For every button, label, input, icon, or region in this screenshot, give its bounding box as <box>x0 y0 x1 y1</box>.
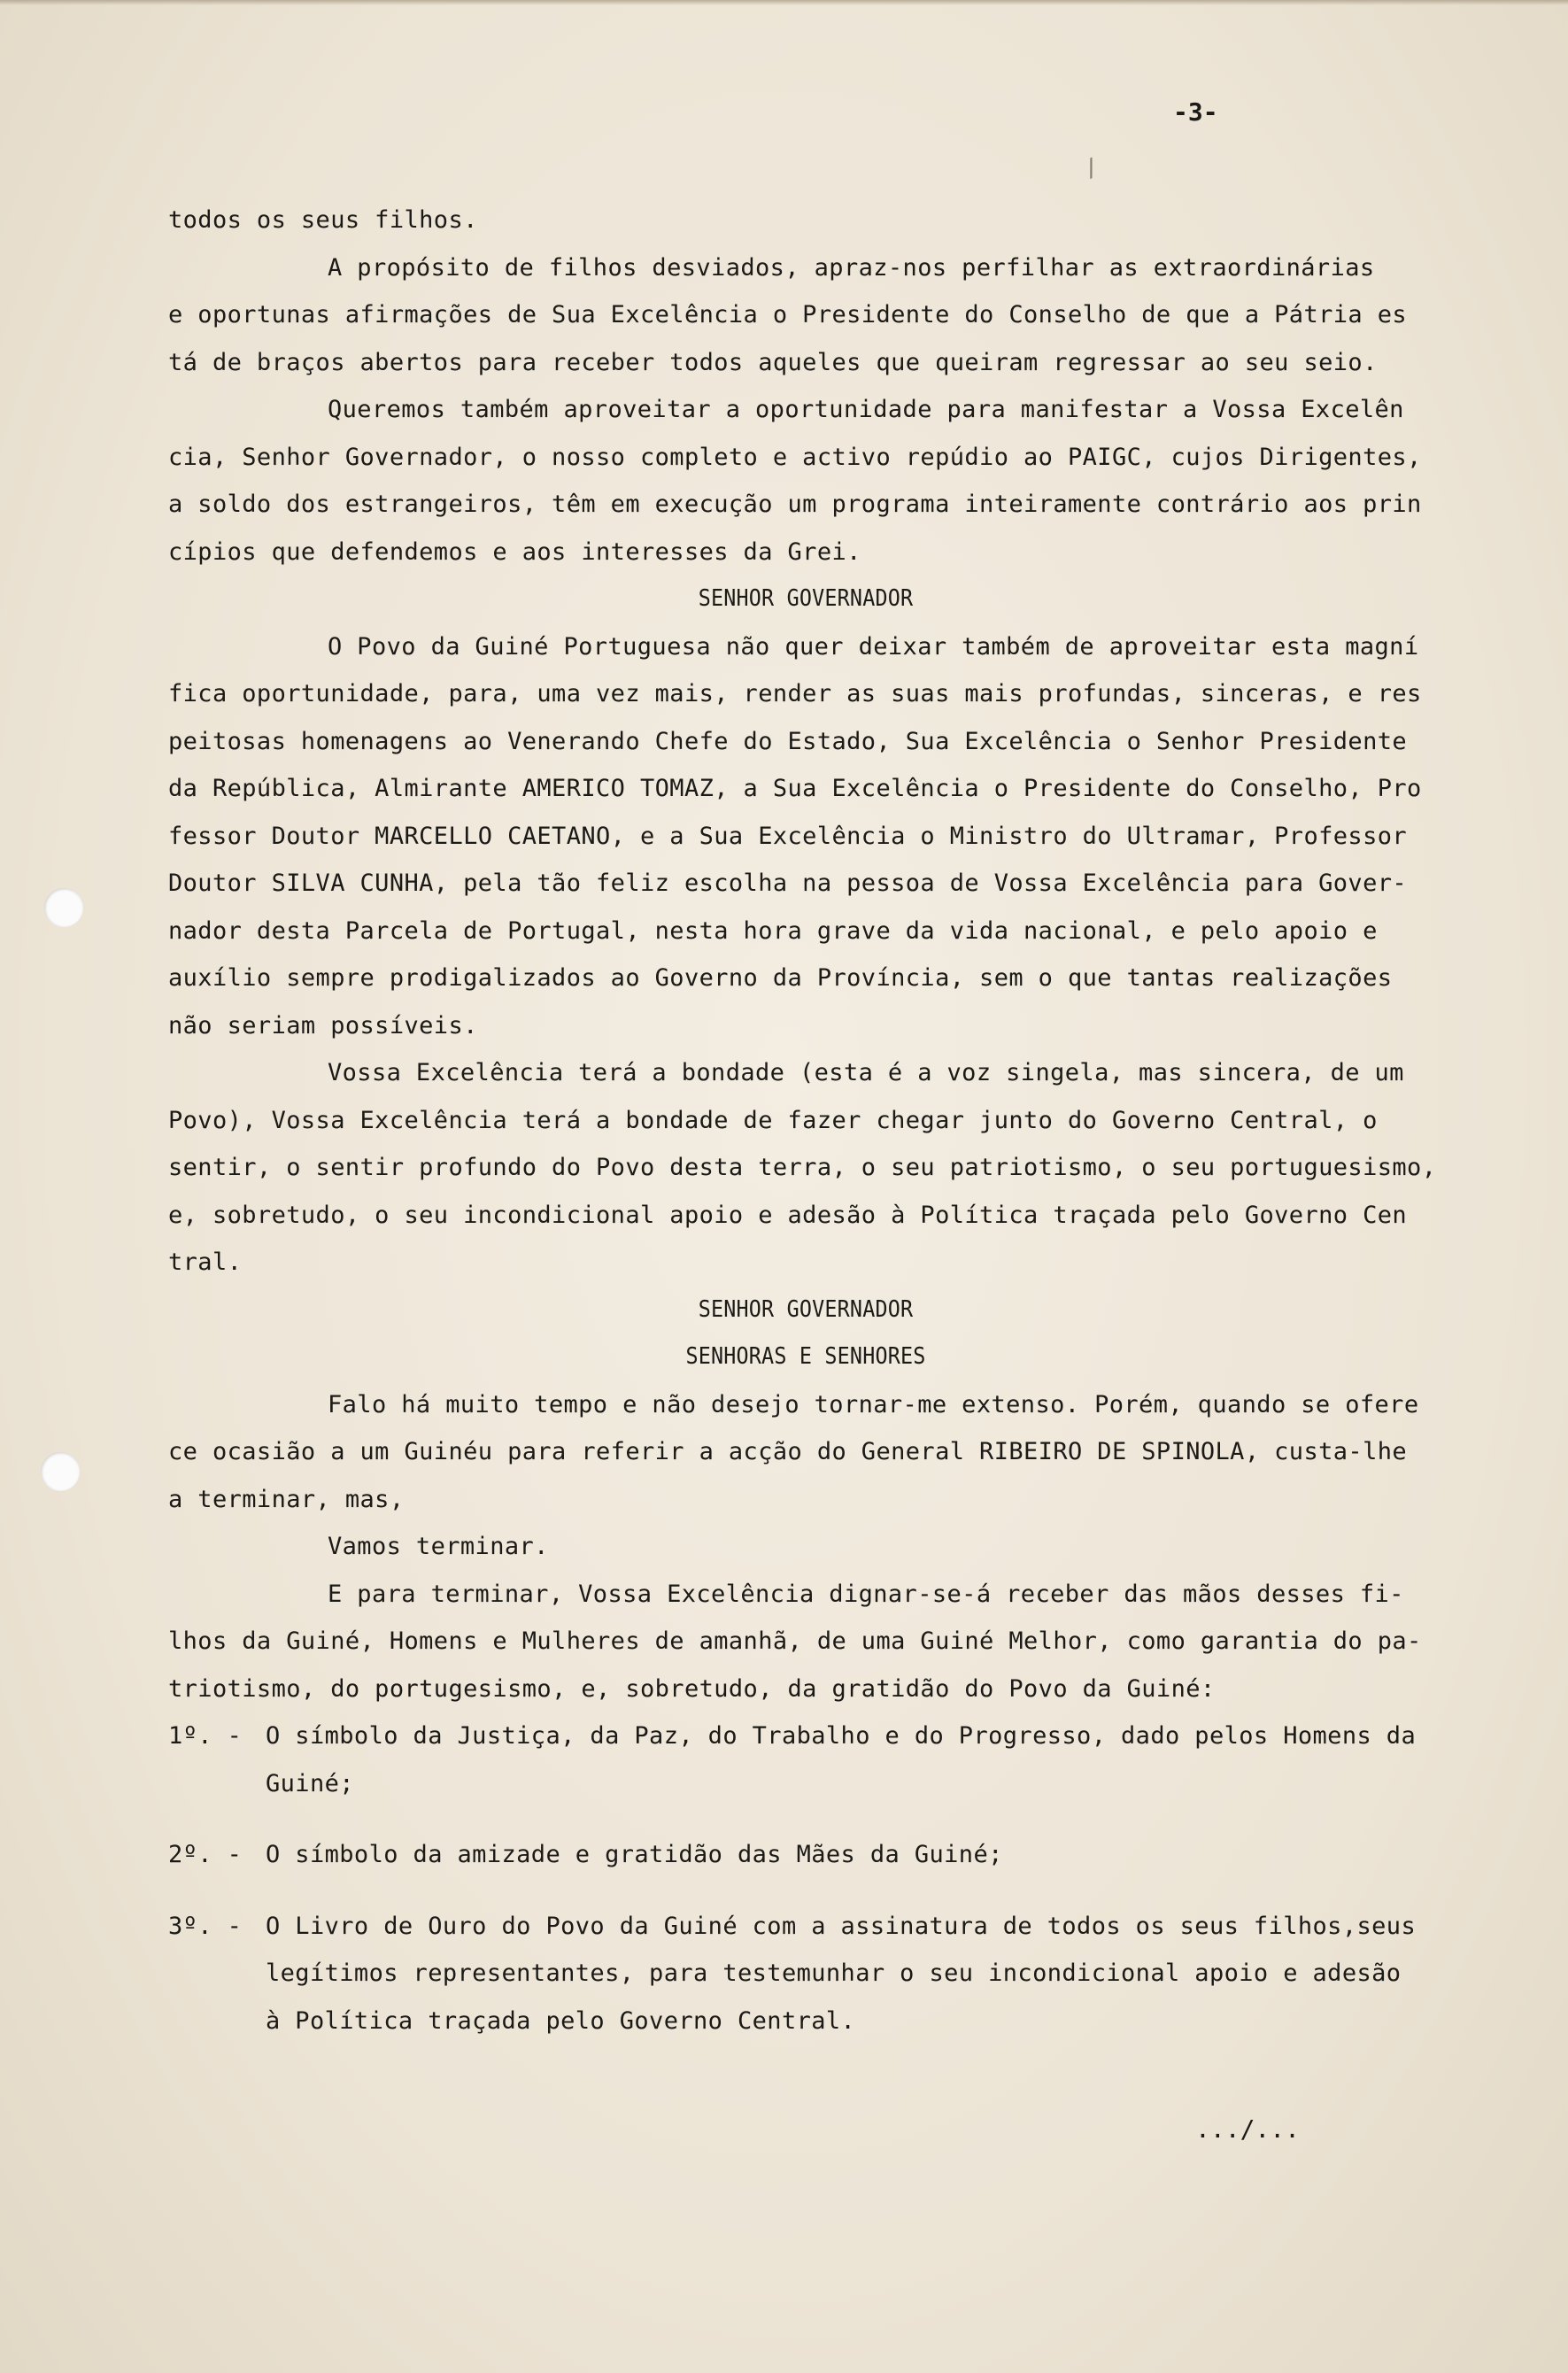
text-line: nador desta Parcela de Portugal, nesta hora grave da vida nacional, e pelo apoio e <box>168 916 1378 945</box>
text-line: Doutor SILVA CUNHA, pela tão feliz escolha na pessoa de Vossa Excelência para Gover- <box>168 870 1408 897</box>
text-line: e, sobretudo, o seu incondicional apoio e adesão à Política traçada pelo Governo Cen <box>168 1201 1408 1229</box>
list-number: 1º. - <box>168 1722 243 1750</box>
text-line: cípios que defendemos e aos interesses da Grei. <box>168 537 861 566</box>
punch-hole <box>41 1452 80 1491</box>
text-line: E para terminar, Vossa Excelência dignar-se-á receber das mãos desses fi- <box>328 1580 1404 1608</box>
list-number: 3º. - <box>168 1912 243 1940</box>
text-line: ce ocasião a um Guinéu para referir a acção do General RIBEIRO DE SPINOLA, custa-lhe <box>168 1438 1408 1465</box>
text-line: cia, Senhor Governador, o nosso completo e activo repúdio ao PAIGC, cujos Dirigentes, <box>168 443 1422 471</box>
text-line: lhos da Guiné, Homens e Mulheres de amanhã, de uma Guiné Melhor, como garantia do pa- <box>168 1627 1422 1655</box>
pen-mark: / <box>1079 153 1104 183</box>
text-line: Queremos também aproveitar a oportunidade para manifestar a Vossa Excelên <box>328 396 1404 423</box>
text-line: O símbolo da Justiça, da Paz, do Trabalho e do Progresso, dado pelos Homens da <box>266 1722 1417 1750</box>
text-line: todos os seus filhos. <box>168 206 478 234</box>
text-line: sentir, o sentir profundo do Povo desta terra, o seu patriotismo, o seu portuguesismo, <box>168 1154 1437 1181</box>
list-item <box>168 1712 1443 1807</box>
text-line: Povo), Vossa Excelência terá a bondade de fazer chegar junto do Governo Central, o <box>168 1106 1378 1134</box>
text-line: Vamos terminar. <box>328 1533 549 1560</box>
text-line: da República, Almirante AMERICO TOMAZ, a Sua Excelência o Presidente do Conselho, Pro <box>168 775 1422 802</box>
text-line: à Política traçada pelo Governo Central. <box>266 2006 856 2035</box>
list-number: 2º. - <box>168 1841 243 1868</box>
text-line: auxílio sempre prodigalizados ao Governo da Província, sem o que tantas realizações <box>168 964 1393 992</box>
text-line: tá de braços abertos para receber todos aqueles que queiram regressar ao seu seio. <box>168 348 1378 376</box>
text-line: fessor Doutor MARCELLO CAETANO, e a Sua Excelência o Ministro do Ultramar, Professor <box>168 822 1408 850</box>
paper-edge <box>0 0 1568 5</box>
text-line: O símbolo da amizade e gratidão das Mães da Guiné; <box>266 1841 1003 1868</box>
text-line: Guiné; <box>266 1769 354 1797</box>
section-heading: SENHORAS E SENHORES <box>685 1343 926 1370</box>
list-item <box>168 1903 1443 2045</box>
page-number: -3- <box>1173 97 1218 127</box>
punch-hole <box>44 888 83 927</box>
text-line: Vossa Excelência terá a bondade (esta é a voz singela, mas sincera, de um <box>328 1059 1404 1086</box>
text-line: peitosas homenagens ao Venerando Chefe do Estado, Sua Excelência o Senhor Presidente <box>168 727 1408 755</box>
text-line: triotismo, do portugesismo, e, sobretudo, da gratidão do Povo da Guiné: <box>168 1674 1216 1703</box>
text-line: não seriam possíveis. <box>168 1011 478 1040</box>
continuation-mark: .../... <box>1195 2114 1301 2144</box>
section-heading: SENHOR GOVERNADOR <box>698 1295 914 1323</box>
text-line: O Livro de Ouro do Povo da Guiné com a assinatura de todos os seus filhos,seus <box>266 1912 1417 1940</box>
text-line: tral. <box>168 1248 243 1276</box>
letter-body <box>168 197 1443 2044</box>
text-line: e oportunas afirmações de Sua Excelência o Presidente do Conselho de que a Pátria es <box>168 301 1408 329</box>
text-line: O Povo da Guiné Portuguesa não quer deixar também de aproveitar esta magní <box>328 632 1419 661</box>
text-line: A propósito de filhos desviados, apraz-nos perfilhar as extraordinárias <box>328 253 1375 282</box>
text-line: legítimos representantes, para testemunhar o seu incondicional apoio e adesão <box>266 1959 1402 1987</box>
section-heading: SENHOR GOVERNADOR <box>698 585 914 612</box>
text-line: Falo há muito tempo e não desejo tornar-me extenso. Porém, quando se ofere <box>328 1390 1419 1418</box>
text-line: a soldo dos estrangeiros, têm em execução um programa inteiramente contrário aos prin <box>168 491 1422 518</box>
list-item <box>168 1831 1443 1879</box>
text-line: a terminar, mas, <box>168 1485 405 1513</box>
text-line: fica oportunidade, para, uma vez mais, render as suas mais profundas, sinceras, e res <box>168 680 1422 707</box>
